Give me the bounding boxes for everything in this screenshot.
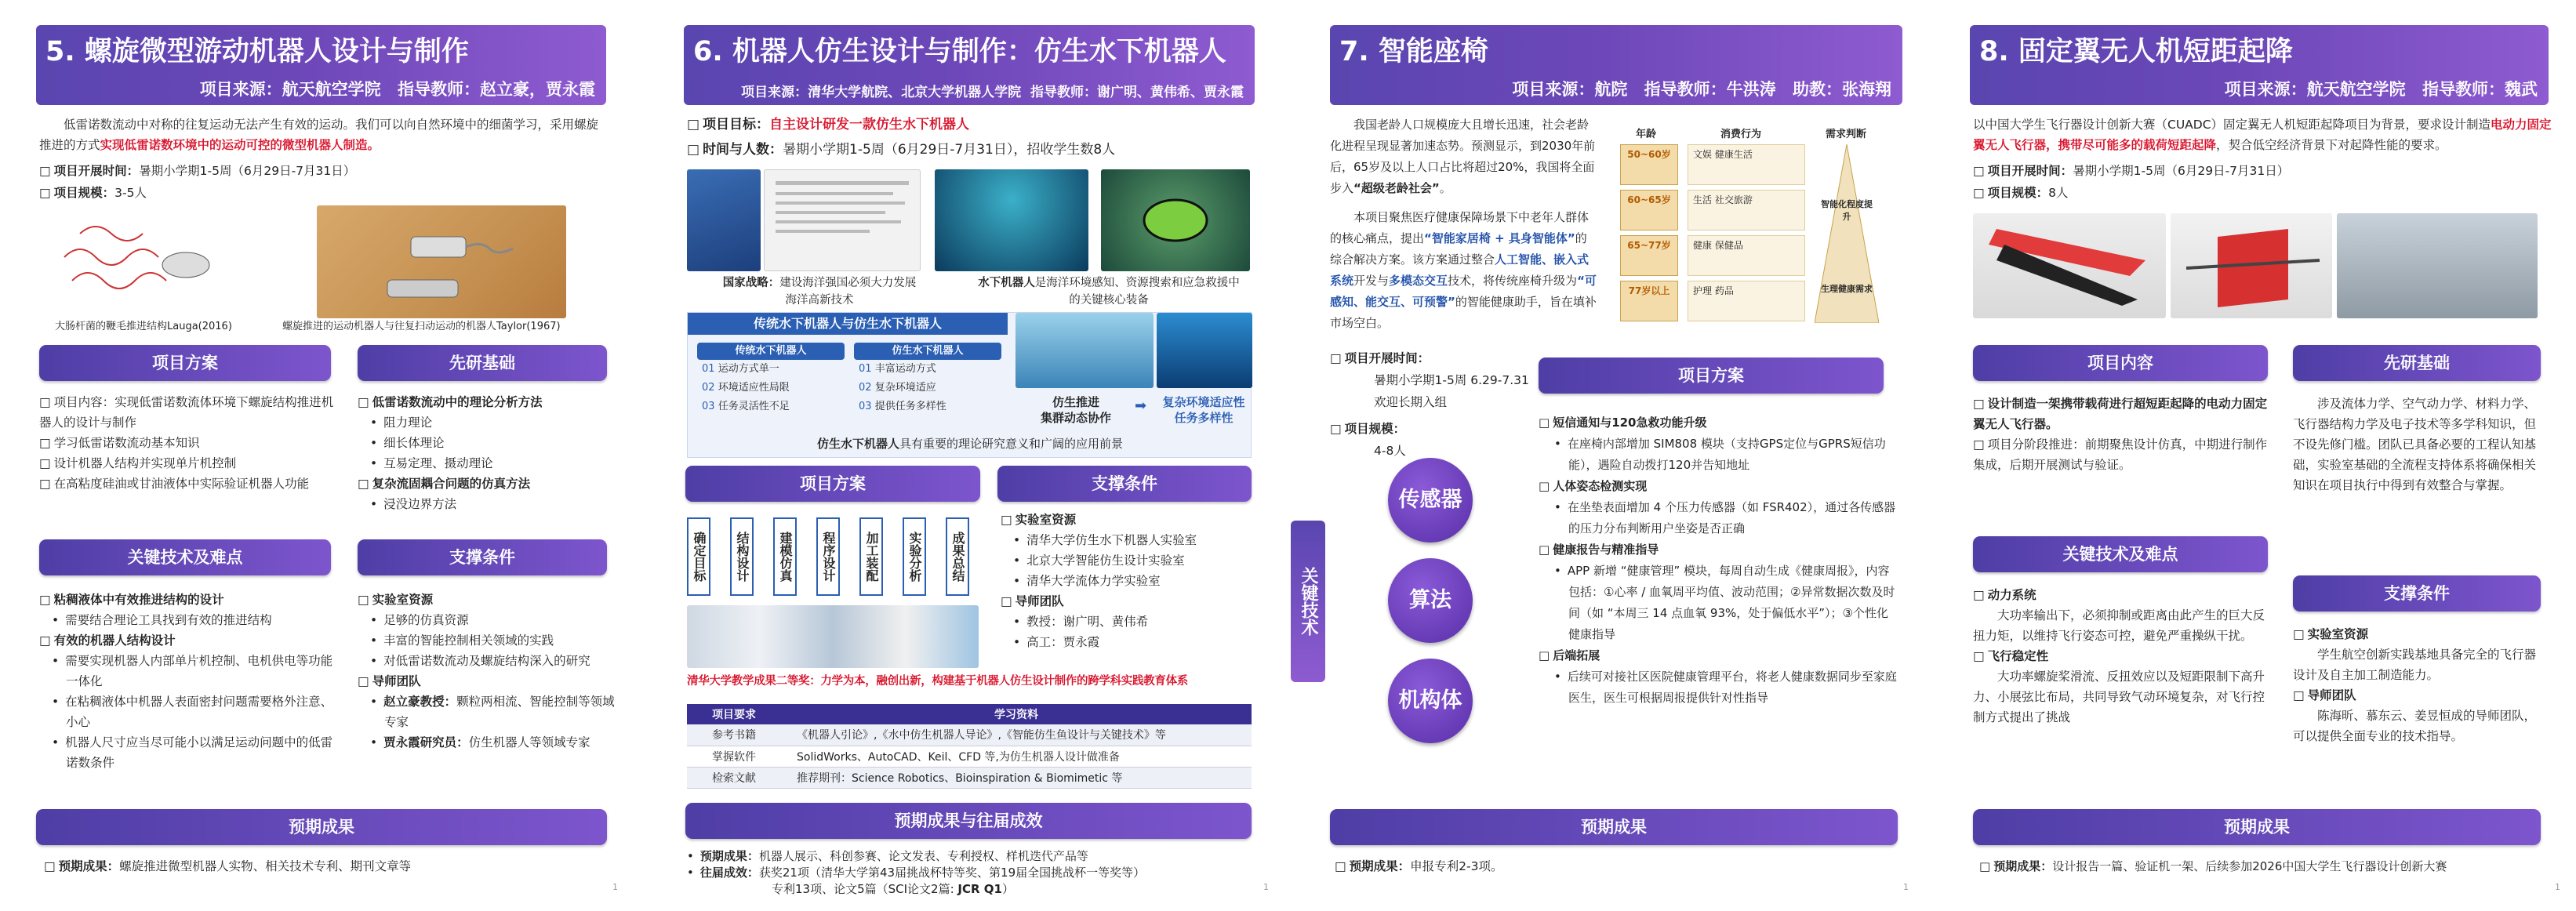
results-line: • 往届成效：获奖21项（清华大学第43届挑战杯特等奖、第19届全国挑战杯一等奖等） [687, 865, 1267, 881]
slide-subtitle: 项目来源：航天航空学院 指导教师：魏武 [2224, 80, 2538, 99]
steps-row [687, 511, 979, 597]
age-cell: 50~60岁 [1620, 144, 1678, 185]
table-header-cell: 学习资料 [994, 709, 1038, 721]
support-heading: □ 导师团队 [358, 671, 616, 691]
key-item: • 需要实现机器人内部单片机控制、电机供电等功能一体化 [52, 651, 337, 691]
section-header-content: 项目内容 [1973, 345, 2268, 381]
foundation-item: • 阻力理论 [370, 412, 616, 433]
content-item: □ 设计制造一架携带载荷进行超短距起降的电动力固定翼无人飞行器。 [1973, 394, 2274, 434]
plan-item: □ 项目内容：实现低雷诺数流体环境下螺旋结构推进机器人的设计与制作 [39, 392, 337, 433]
section-header-foundation: 先研基础 [358, 345, 607, 381]
plan-list [39, 392, 337, 494]
section-header-plan: 项目方案 [685, 466, 980, 502]
plan-heading: □ 后端拓展 [1539, 645, 1899, 666]
behavior-cell: 文娱 健康生活 [1688, 144, 1805, 185]
behavior-cell: 护理 药品 [1688, 281, 1805, 321]
support-heading: □ 导师团队 [2293, 685, 2542, 706]
section-header-plan: 项目方案 [39, 345, 331, 381]
page-number: 1 [612, 882, 618, 892]
flow-right: 复杂环境适应性 任务多样性 [1162, 395, 1245, 425]
step-box: 结构设计 [730, 517, 754, 596]
materials-table [687, 704, 1252, 789]
content-item: □ 项目分阶段推进：前期聚焦设计仿真，中期进行制作集成，后期开展测试与验证。 [1973, 434, 2274, 475]
key-item: 大功率螺旋桨滑流、反扭效应以及短距限制下高升力、小展弦比布局，共同导致气动环境复杂，对飞行控制方式提出了挑战 [1973, 670, 2265, 724]
section-header-key-tech: 关键技术及难点 [39, 539, 331, 575]
key-heading: □ 飞行稳定性 [1973, 646, 2274, 666]
key-tech-list [1973, 585, 2274, 728]
support-list [2293, 624, 2542, 746]
slide-subtitle: 项目来源：清华大学航院、北京大学机器人学院 指导教师：谢广明、黄伟希、贾永霞 [741, 85, 1244, 100]
step-box: 实验分析 [903, 517, 926, 596]
scale-value: 4-8人 [1374, 444, 1406, 458]
support-item: • 教授：谢广明、黄伟希 [1013, 612, 1259, 632]
section-header-plan: 项目方案 [1539, 358, 1884, 394]
underwater-image [935, 169, 1088, 271]
plan-heading: □ 健康报告与精准指导 [1539, 539, 1899, 561]
support-item: • 对低雷诺数流动及螺旋结构深入的研究 [370, 651, 616, 671]
results-line: □ 预期成果：螺旋推进微型机器人实物、相关技术专利、期刊文章等 [44, 856, 609, 877]
support-item: • 清华大学流体力学实验室 [1013, 571, 1259, 591]
robot-photo-image [317, 205, 566, 318]
navy-poster-image [687, 169, 761, 271]
goal-line: □ 项目目标：自主设计研发一款仿生水下机器人 [687, 114, 1252, 135]
plan-item: □ 在高粘度硅油或甘油液体中实际验证机器人功能 [39, 474, 337, 494]
table-row [687, 746, 1252, 767]
section-header-key-tech: 关键技术及难点 [1973, 536, 2268, 572]
section-header-results: 预期成果 [1973, 809, 2541, 845]
foundation-heading: □ 复杂流固耦合问题的仿真方法 [358, 474, 616, 494]
support-item: • 丰富的智能控制相关领域的实践 [370, 630, 616, 651]
table-cell: 检索文献 [712, 771, 756, 785]
sensor-circle: 传感器 [1388, 458, 1473, 543]
slide-6-bionic-underwater-robot [643, 0, 1284, 911]
step-box: 程序设计 [816, 517, 840, 596]
support-item: • 贾永霞研究员：仿生机器人等领域专家 [370, 732, 616, 753]
support-list [358, 590, 616, 753]
swarm-image [1157, 313, 1252, 388]
support-heading: □ 实验室资源 [1001, 510, 1259, 530]
key-heading: □ 有效的机器人结构设计 [39, 630, 337, 651]
demand-triangle [1815, 144, 1879, 323]
results-line: 专利13项、论文5篇（SCI论文2篇: JCR Q1） [772, 882, 1014, 896]
support-heading: □ 实验室资源 [2293, 624, 2542, 644]
table-header-cell: 消费行为 [1720, 129, 1762, 140]
mechanism-circle: 机构体 [1388, 659, 1473, 743]
slide-title: 5. 螺旋微型游动机器人设计与制作 [45, 36, 469, 67]
table-header-cell: 年龄 [1636, 129, 1657, 140]
support-item: 陈海昕、慕东云、姜昱恒成的导师团队，可以提供全面专业的技术指导。 [2293, 709, 2537, 743]
age-cell: 65~77岁 [1620, 235, 1678, 276]
uav-photo-3 [2337, 213, 2538, 318]
foundation-item: • 细长体理论 [370, 433, 616, 453]
section-header-support: 支撑条件 [997, 466, 1252, 502]
slide-title-bar [1970, 25, 2549, 105]
award-banner: 清华大学教学成果二等奖：力学为本，融创出新，构建基于机器人仿生设计制作的跨学科实践教育体系 [687, 675, 1188, 688]
uav-photo-2 [2171, 213, 2332, 318]
support-item: 学生航空创新实践基地具备完全的飞行器设计及自主加工制造能力。 [2293, 648, 2537, 682]
table-cell: 参考书籍 [712, 729, 756, 742]
table-header-row [687, 704, 1252, 724]
step-box: 成果总结 [946, 517, 969, 596]
results-line: □ 预期成果：设计报告一篇、验证机一架、后续参加2026中国大学生飞行器设计创新大赛 [1979, 856, 2552, 877]
key-item: • 在粘稠液体中机器人表面密封问题需要格外注意、小心 [52, 691, 337, 732]
foundation-item: • 浸没边界方法 [370, 494, 616, 514]
intro-paragraph: 以中国大学生飞行器设计创新大赛（CUADC）固定翼无人机短距起降项目为背景，要求设计制造电动力固定翼无人飞行器，携带尽可能多的载荷短距起降，契合低空经济背景下对起降性能的要求。 [1973, 118, 2552, 152]
time-label-line: □ 项目开展时间： [1330, 348, 1565, 368]
plan-heading: □ 人体姿态检测实现 [1539, 476, 1899, 497]
foundation-item: • 互易定理、摄动理论 [370, 453, 616, 474]
results-line: □ 预期成果：申报专利2-3项。 [1335, 856, 1884, 877]
behavior-cell: 健康 保健品 [1688, 235, 1805, 276]
scale-line: □ 项目规模：8人 [1973, 183, 2538, 203]
flagella-diagram-image [56, 210, 221, 318]
key-tech-side-label: 关键技术 [1291, 521, 1325, 682]
slide-title-bar [36, 25, 606, 105]
table-cell: 推荐期刊：Science Robotics、Bioinspiration & Biomimetic 等 [797, 771, 1123, 785]
time-note: 欢迎长期入组 [1374, 395, 1448, 409]
table-header-cell: 需求判断 [1826, 129, 1867, 140]
support-item: • 高工：贾永霞 [1013, 632, 1259, 652]
section-header-results: 预期成果 [36, 809, 607, 845]
table-header-cell: 项目要求 [712, 709, 756, 721]
results-line: • 预期成果：机器人展示、科创参赛、论文发表、专利授权、样机迭代产品等 [687, 848, 1267, 865]
time-line: □ 时间与人数：暑期小学期1-5周（6月29日-7月31日），招收学生数8人 [687, 140, 1267, 160]
intro-paragraph: 我国老龄人口规模庞大且增长迅速，社会老龄化进程呈现显著加速态势。预测显示，到2030年前后，65岁及以上人口占比将超过20%，我国将全面步入“超级老龄社会”。 [1330, 118, 1596, 195]
table-row [687, 724, 1252, 746]
section-header-results: 预期成果与往届成效 [685, 803, 1252, 839]
section-header-foundation: 先研基础 [2293, 345, 2541, 381]
key-item: • 机器人尺寸应当尽可能小以满足运动问题中的低雷诺数条件 [52, 732, 337, 773]
scale-label-line: □ 项目规模： [1330, 419, 1565, 439]
slide-title-bar [1330, 25, 1902, 105]
bionic-box: 仿生水下机器人 01 丰富运动方式 02 复杂环境适应 03 提供任务多样性 [854, 343, 1001, 416]
arrow-right-icon: ➡ [1135, 397, 1147, 414]
step-box: 建模仿真 [773, 517, 797, 596]
foundation-heading: □ 低雷诺数流动中的理论分析方法 [358, 392, 616, 412]
page-number: 1 [2555, 882, 2560, 892]
foundation-list [358, 392, 616, 514]
plan-item: □ 学习低雷诺数流动基本知识 [39, 433, 337, 453]
caption-right: 螺旋推进的运动机器人与往复扫动运动的机器人Taylor(1967) [282, 321, 561, 332]
behavior-cell: 生活 社交旅游 [1688, 190, 1805, 230]
demand-label: 智能化程度提升 [1821, 199, 1873, 222]
table-row [687, 767, 1252, 788]
table-cell: SolidWorks、AutoCAD、Keil、CFD 等,为仿生机器人设计做准备 [797, 750, 1120, 764]
support-item: • 赵立豪教授：颗粒两相流、智能控制等领域专家 [370, 691, 616, 732]
table-cell: 掌握软件 [712, 750, 756, 764]
time-line: □ 项目开展时间：暑期小学期1-5周（6月29日-7月31日） [39, 161, 607, 181]
age-cell: 60~65岁 [1620, 190, 1678, 230]
caption-left: 大肠杆菌的鞭毛推进结构Lauga(2016) [55, 321, 232, 332]
uav-photo-1 [1973, 213, 2166, 318]
key-heading: □ 动力系统 [1973, 585, 2274, 605]
page-number: 1 [1903, 882, 1909, 892]
slide-title: 8. 固定翼无人机短距起降 [1979, 36, 2293, 67]
intro-paragraph-2: 本项目聚焦医疗健康保障场景下中老年人群体的核心痛点，提出“智能家居椅 + 具身智能体”的综合解决方案。该方案通过整合人工智能、嵌入式系统开发与多模态交互技术，将传统座椅升级为“可感知、能交互、可预警”的智能健康助手，旨在填补市场空白。 [1330, 210, 1597, 330]
support-list [1001, 510, 1259, 652]
time-line: □ 项目开展时间：暑期小学期1-5周（6月29日-7月31日） [1973, 161, 2538, 181]
support-heading: □ 导师团队 [1001, 591, 1259, 612]
plan-item: • 后续可对接社区医院健康管理平台，将老人健康数据同步至家庭医生，医生可根据周报提供针对性指导 [1554, 666, 1899, 709]
key-item: 大功率输出下，必须抑制或距离由此产生的巨大反扭力矩，以维持飞行姿态可控，避免严重操纵干扰。 [1973, 608, 2265, 643]
document-image [764, 169, 921, 271]
table-header-row [1620, 125, 1879, 141]
section-header-support: 支撑条件 [358, 539, 607, 575]
slide-7-smart-chair [1291, 0, 1924, 911]
comparison-panel [687, 312, 1252, 458]
page-number: 1 [1263, 882, 1269, 892]
plan-item: • 在坐垫表面增加 4 个压力传感器（如 FSR402），通过各传感器的压力分布判断用户坐姿是否正确 [1554, 497, 1899, 539]
strategy-caption: 国家战略：建设海洋强国必须大力发展海洋高新技术 [722, 277, 917, 307]
traditional-box: 传统水下机器人 01 运动方式单一 02 环境适应性局限 03 任务灵活性不足 [697, 343, 845, 416]
comparison-title: 传统水下机器人与仿生水下机器人 [688, 313, 1008, 335]
plan-heading: □ 短信通知与120急救功能升级 [1539, 412, 1899, 434]
slide-5-helical-robot [0, 0, 634, 911]
key-item: • 需要结合理论工具找到有效的推进结构 [52, 610, 337, 630]
age-consumption-table [1620, 125, 1879, 325]
slide-8-fixed-wing-uav [1931, 0, 2576, 911]
scale-line: □ 项目规模：3-5人 [39, 183, 607, 203]
support-item: • 清华大学仿生水下机器人实验室 [1013, 530, 1259, 550]
slide-subtitle: 项目来源：航天航空学院 指导教师：赵立豪，贾永霞 [199, 80, 595, 99]
plan-details [1539, 412, 1899, 709]
content-list [1973, 394, 2274, 475]
foundation-paragraph: 涉及流体力学、空气动力学、材料力学、飞行器结构力学及电子技术等多学科知识，但不设先修门槛。团队已具备必要的工程认知基础，实验室基础的全流程支持体系将确保相关知识在项目执行中得到有效整合与掌握。 [2293, 397, 2537, 492]
robot-fish-image [1101, 169, 1250, 271]
slide-subtitle: 项目来源：航院 指导教师：牛洪涛 助教：张海翔 [1512, 80, 1891, 99]
step-box: 确定目标 [687, 517, 710, 596]
underwater-caption: 水下机器人是海洋环境感知、资源搜索和应急救援中的关键核心装备 [978, 277, 1240, 307]
plan-item: □ 设计机器人结构并实现单片机控制 [39, 453, 337, 474]
support-item: • 北京大学智能仿生设计实验室 [1013, 550, 1259, 571]
comparison-footer: 仿生水下机器人具有重要的理论研究意义和广阔的应用前景 [816, 437, 1124, 451]
plan-item: • APP 新增 “健康管理” 模块，每周自动生成《健康周报》，内容包括：①心率 / 血氧周平均值、波动范围；②异常数据次数及时间（如 “本周三 14 点血氧 93%，处于偏低水平”）；③个性化健康指导 [1554, 561, 1899, 645]
slide-title: 7. 智能座椅 [1339, 36, 1488, 67]
intro-paragraph: 低雷诺数流动中对称的往复运动无法产生有效的运动。我们可以向自然环境中的细菌学习，采用螺旋推进的方式实现低雷诺数环境中的运动可控的微型机器人制造。 [39, 118, 599, 152]
slide-title: 6. 机器人仿生设计与制作：仿生水下机器人 [693, 36, 1226, 67]
step-box: 加工装配 [859, 517, 883, 596]
robot-models-strip [687, 605, 979, 668]
slide-title-bar [684, 25, 1255, 105]
plan-item: • 在座椅内部增加 SIM808 模块（支持GPS定位与GPRS短信功能），遇险自动拨打120并告知地址 [1554, 434, 1899, 476]
time-value: 暑期小学期1-5周 6.29-7.31 [1374, 373, 1529, 387]
support-heading: □ 实验室资源 [358, 590, 616, 610]
flow-left: 仿生推进 集群动态协作 [1040, 395, 1111, 425]
age-cell: 77岁以上 [1620, 281, 1678, 321]
key-heading: □ 粘稠液体中有效推进结构的设计 [39, 590, 337, 610]
section-header-support: 支撑条件 [2293, 575, 2541, 612]
algorithm-circle: 算法 [1388, 558, 1473, 643]
manta-robot-image [1016, 313, 1154, 388]
support-item: • 足够的仿真资源 [370, 610, 616, 630]
key-tech-list [39, 590, 337, 773]
results-block [687, 848, 1267, 898]
demand-label: 生理健康需求 [1821, 284, 1873, 294]
section-header-results: 预期成果 [1330, 809, 1898, 845]
table-cell: 《机器人引论》,《水中仿生机器人导论》,《智能仿生鱼设计与关键技术》等 [797, 729, 1166, 742]
